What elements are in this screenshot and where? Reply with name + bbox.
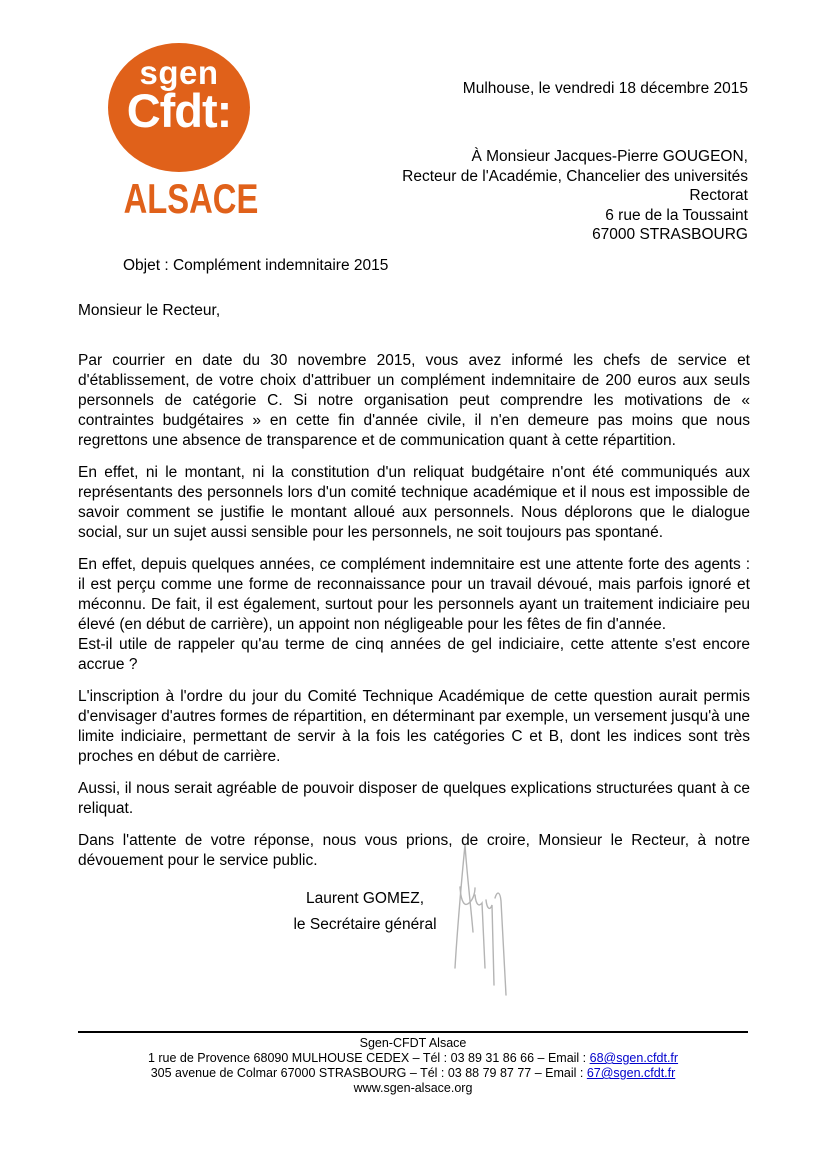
email-link-67[interactable]: 67@sgen.cfdt.fr bbox=[586, 1066, 676, 1080]
body-paragraph: Dans l'attente de votre réponse, nous vous prions, de croire, Monsieur le Recteur, à notre dévouement pour le service public. bbox=[78, 832, 750, 869]
letter-body bbox=[78, 301, 750, 883]
footer-address-line-1 bbox=[0, 1051, 826, 1066]
footer-address-line-2 bbox=[0, 1066, 826, 1081]
footer-org-name: Sgen-CFDT Alsace bbox=[359, 1036, 467, 1050]
salutation: Monsieur le Recteur, bbox=[78, 302, 221, 319]
body-paragraph: L'inscription à l'ordre du jour du Comité Technique Académique de cette question aurait permis d'envisager d'autres formes de répartition, en déterminant par exemple, un versement jusqu'à une limite indiciaire, permettant de servir à la fois les catégories C et B, dont les indices sont très proches en début de carrière. bbox=[78, 688, 750, 765]
logo-circle bbox=[108, 43, 250, 172]
body-paragraph: Par courrier en date du 30 novembre 2015, vous avez informé les chefs de service et d'établissement, de votre choix d'attribuer un complément indemnitaire de 200 euros aux seuls personnels de catégorie C. Si notre organisation peut comprendre les motivations de « contraintes budgétaires » en cette fin d'année civile, il n'en demeure pas moins que nous regrettons une absence de transparence et de communication quant à cette répartition. bbox=[78, 352, 750, 449]
signatory-name: Laurent GOMEZ, bbox=[305, 890, 424, 907]
logo-text-sgen: sgen bbox=[139, 54, 219, 91]
body-paragraph: Est-il utile de rappeler qu'au terme de cinq années de gel indiciaire, cette attente s'est encore accrue ? bbox=[78, 636, 750, 673]
footer-website: www.sgen-alsace.org bbox=[353, 1081, 473, 1095]
footer bbox=[0, 1036, 826, 1096]
recipient-block bbox=[402, 147, 748, 245]
signatory-title: le Secrétaire général bbox=[293, 916, 437, 933]
body-paragraph: En effet, depuis quelques années, ce complément indemnitaire est une attente forte des agents : il est perçu comme une forme de reconnaissance pour un travail dévoué, mais parfois ignoré et méconnu. De fait, il est également, surtout pour les personnels ayant un traitement indiciaire peu élevé (en début de carrière), un appoint non négligeable pour les fêtes de fin d'année. bbox=[78, 556, 750, 633]
logo-region-alsace: ALSACE bbox=[123, 175, 259, 222]
recipient-line: 67000 STRASBOURG bbox=[592, 226, 748, 243]
footer-address-text: 1 rue de Provence 68090 MULHOUSE CEDEX – Tél : 03 89 31 86 66 – Email : bbox=[147, 1051, 590, 1065]
handwritten-signature bbox=[449, 833, 519, 1000]
logo-text-cfdt: Cfdt: bbox=[126, 84, 232, 137]
recipient-line: Rectorat bbox=[689, 187, 748, 204]
subject-line: Objet : Complément indemnitaire 2015 bbox=[123, 257, 389, 274]
body-paragraph: En effet, ni le montant, ni la constitution d'un reliquat budgétaire n'ont été communiqués aux représentants des personnels lors d'un comité technique académique et il nous est impossible de savoir comment se justifie le montant alloué aux personnels. Nous déplorons que le dialogue social, sur un sujet aussi sensible pour les personnels, ne soit toujours pas spontané. bbox=[78, 464, 750, 541]
footer-address-text: 305 avenue de Colmar 67000 STRASBOURG – Tél : 03 88 79 87 77 – Email : bbox=[150, 1066, 587, 1080]
recipient-line: À Monsieur Jacques-Pierre GOUGEON, bbox=[471, 148, 748, 165]
sgen-cfdt-logo bbox=[108, 43, 259, 222]
body-paragraph: Aussi, il nous serait agréable de pouvoir disposer de quelques explications structurées quant à ce reliquat. bbox=[78, 780, 750, 817]
signature-block bbox=[250, 886, 480, 938]
email-link-68[interactable]: 68@sgen.cfdt.fr bbox=[589, 1051, 679, 1065]
dateline: Mulhouse, le vendredi 18 décembre 2015 bbox=[462, 80, 748, 97]
footer-divider bbox=[78, 1031, 748, 1033]
recipient-line: Recteur de l'Académie, Chancelier des universités bbox=[402, 167, 748, 185]
recipient-line: 6 rue de la Toussaint bbox=[605, 206, 748, 224]
